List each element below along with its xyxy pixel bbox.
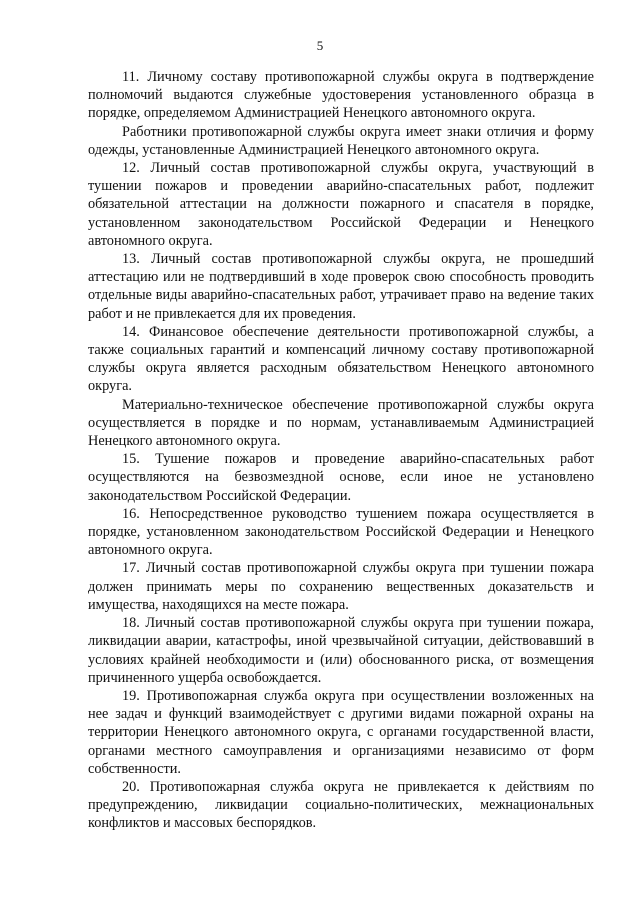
paragraph-16: 16. Непосредственное руководство тушением пожара осуществляется в порядке, установленном законодательством Российской Федерации и Ненецкого автономного округа. <box>88 505 594 559</box>
paragraph-15: 15. Тушение пожаров и проведение аварийно-спасательных работ осуществляются на безвозмездной основе, если иное не установлено законодательством Российской Федерации. <box>88 451 594 504</box>
paragraph-18: 18. Личный состав противопожарной службы округа при тушении пожара, ликвидации аварии, катастрофы, иной чрезвычайной ситуации, действовавший в условиях крайней необходимости и (или) обоснованного риска, от возмещения причиненного ущерба освобождается. <box>88 615 594 686</box>
paragraph-14: 14. Финансовое обеспечение деятельности противопожарной службы, а также социальных гарантий и компенсаций личному составу противопожарной службы округа является расходным обязательством Ненецкого автономного округа. <box>88 323 594 395</box>
paragraph-14-note: Материально-техническое обеспечение противопожарной службы округа осуществляется в порядке и по нормам, устанавливаемым Администрацией Ненецкого автономного округа. <box>88 396 594 450</box>
document-body <box>88 68 594 833</box>
paragraph-20: 20. Противопожарная служба округа не привлекается к действиям по предупреждению, ликвидации социально-политических, межнациональных конфликтов и массовых беспорядков. <box>88 778 594 832</box>
paragraph-11-note: Работники противопожарной службы округа имеет знаки отличия и форму одежды, установленные Администрацией Ненецкого автономного округа. <box>88 123 594 158</box>
paragraph-19: 19. Противопожарная служба округа при осуществлении возложенных на нее задач и функций взаимодействует с другими видами пожарной охраны на территории Ненецкого автономного округа, с органами государственной власти, органами местного самоуправления и организациями независимо от форм собственности. <box>88 687 594 777</box>
paragraph-12: 12. Личный состав противопожарной службы округа, участвующий в тушении пожаров и проведении аварийно-спасательных работ, подлежит обязательной аттестации на должности пожарного и спасателя в порядке, установленном законодательством Российской Федерации и Ненецкого автономного округа. <box>88 160 594 249</box>
paragraph-17: 17. Личный состав противопожарной службы округа при тушении пожара должен принимать меры по сохранению вещественных доказательств и имущества, находящихся на месте пожара. <box>88 560 594 613</box>
paragraph-13: 13. Личный состав противопожарной службы округа, не прошедший аттестацию или не подтвердивший в ходе проверок свою способность проводить отдельные виды аварийно-спасательных работ, утрачивает право на ведение таких работ и не привлекается для их проведения. <box>88 251 594 322</box>
paragraph-11: 11. Личному составу противопожарной службы округа в подтверждение полномочий выдаются служебные удостоверения установленного образца в порядке, определяемом Администрацией Ненецкого автономного округа. <box>88 69 594 122</box>
page-number: 5 <box>316 38 324 53</box>
